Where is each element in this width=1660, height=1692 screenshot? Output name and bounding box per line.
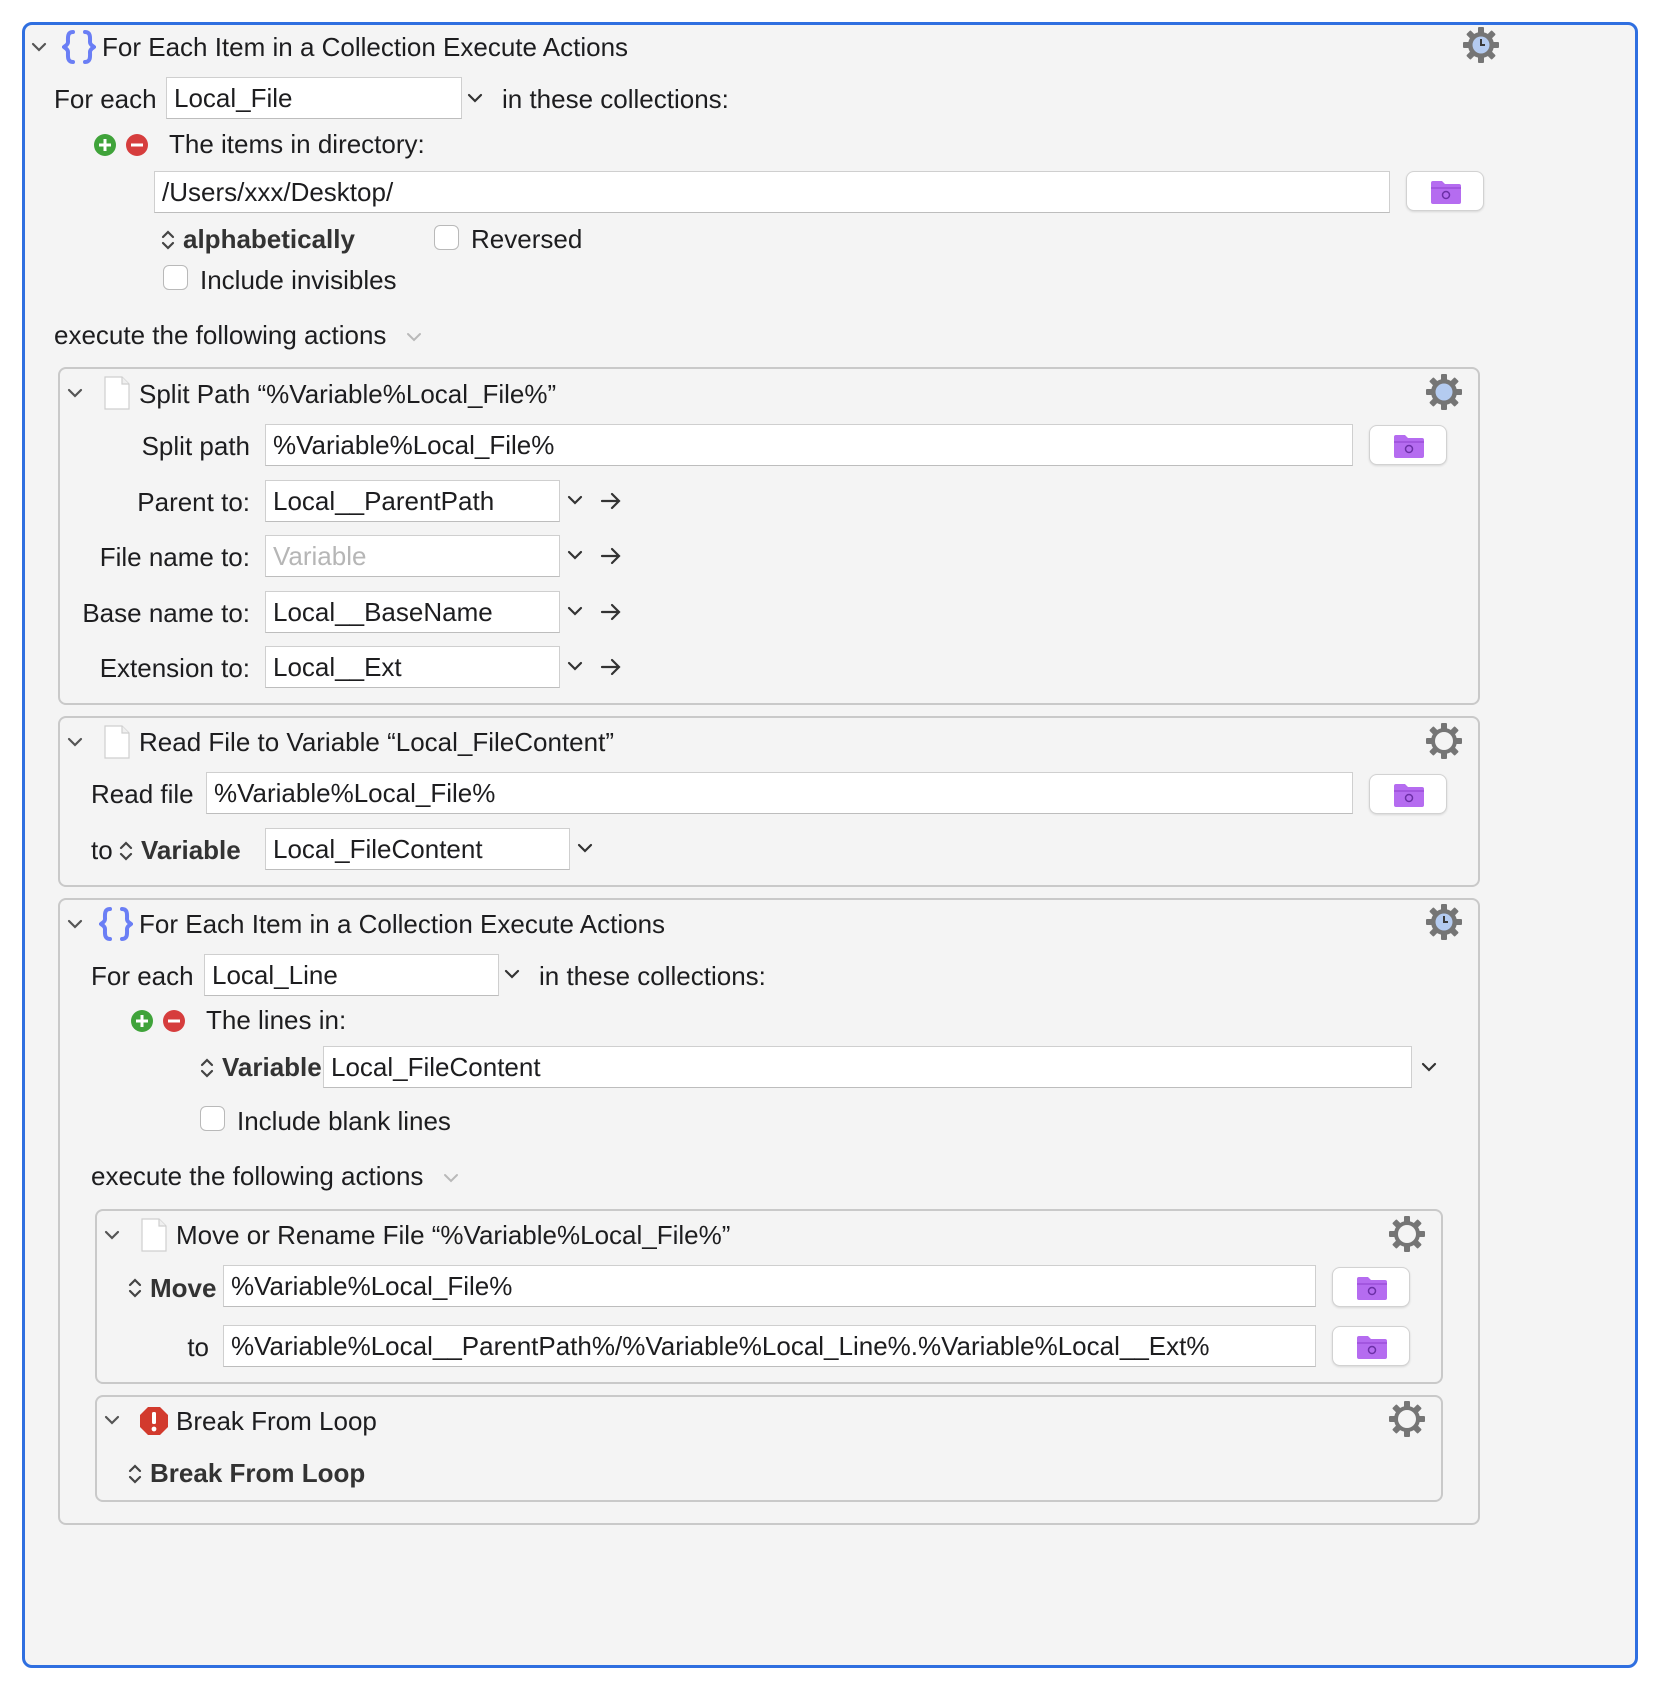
folder-button[interactable]: [1369, 425, 1447, 465]
execute-actions-label: execute the following actions: [54, 320, 387, 350]
chevron-down-icon[interactable]: [566, 659, 584, 673]
action-title: For Each Item in a Collection Execute Actions: [102, 32, 629, 62]
document-icon: [141, 1218, 167, 1252]
in-collections-label: in these collections:: [502, 84, 729, 114]
extension-label: Extension to:: [99, 653, 250, 683]
read-file-label: Read file: [91, 779, 194, 809]
for-each-label: For each: [91, 961, 194, 991]
filename-field[interactable]: Variable: [265, 535, 560, 577]
folder-button[interactable]: [1369, 774, 1447, 814]
variable-field[interactable]: Local_FileContent: [323, 1046, 1412, 1088]
folder-icon: [1430, 179, 1462, 205]
up-down-icon[interactable]: [160, 228, 176, 252]
for-each-variable-field[interactable]: Local_File: [166, 77, 462, 119]
folder-icon: [1393, 433, 1425, 459]
move-popup[interactable]: Move: [150, 1273, 217, 1303]
arrow-right-icon[interactable]: [600, 657, 622, 677]
variable-popup[interactable]: Variable: [222, 1052, 322, 1082]
arrow-right-icon[interactable]: [600, 546, 622, 566]
document-icon: [104, 725, 130, 759]
chevron-down-icon[interactable]: [66, 735, 84, 749]
to-label: to: [91, 835, 113, 865]
in-collections-label: in these collections:: [539, 961, 766, 991]
folder-button[interactable]: [1332, 1267, 1410, 1307]
up-down-icon[interactable]: [127, 1462, 143, 1486]
read-file-field[interactable]: %Variable%Local_File%: [206, 772, 1353, 814]
chevron-down-icon[interactable]: [441, 1171, 461, 1185]
up-down-icon[interactable]: [127, 1276, 143, 1300]
chevron-down-icon[interactable]: [566, 604, 584, 618]
chevron-down-icon[interactable]: [30, 40, 48, 54]
folder-button[interactable]: [1332, 1326, 1410, 1366]
chevron-down-icon[interactable]: [566, 493, 584, 507]
split-path-label: Split path: [141, 431, 250, 461]
for-each-label: For each: [54, 84, 157, 114]
loop-braces-icon: [99, 906, 133, 942]
action-title: For Each Item in a Collection Execute Actions: [139, 909, 666, 939]
execute-actions-label: execute the following actions: [91, 1161, 424, 1191]
gear-clock-icon[interactable]: [1462, 26, 1500, 64]
gear-icon[interactable]: [1388, 1400, 1426, 1438]
remove-icon[interactable]: [125, 133, 149, 157]
extension-field[interactable]: Local__Ext: [265, 646, 560, 688]
sort-popup[interactable]: alphabetically: [183, 224, 355, 254]
gear-icon[interactable]: [1425, 373, 1463, 411]
chevron-down-icon[interactable]: [103, 1228, 121, 1242]
collection-title: The lines in:: [206, 1005, 347, 1035]
error-icon: [138, 1405, 170, 1437]
remove-icon[interactable]: [162, 1009, 186, 1033]
basename-label: Base name to:: [82, 598, 250, 628]
move-source-field[interactable]: %Variable%Local_File%: [223, 1265, 1316, 1307]
reversed-checkbox[interactable]: [434, 225, 459, 250]
include-blank-lines-checkbox[interactable]: [200, 1106, 225, 1131]
filename-label: File name to:: [99, 542, 250, 572]
folder-button[interactable]: [1406, 171, 1484, 211]
action-title: Break From Loop: [176, 1406, 377, 1436]
directory-path-field[interactable]: /Users/xxx/Desktop/: [154, 171, 1390, 213]
arrow-right-icon[interactable]: [600, 602, 622, 622]
parent-field[interactable]: Local__ParentPath: [265, 480, 560, 522]
chevron-down-icon[interactable]: [466, 91, 484, 105]
basename-field[interactable]: Local__BaseName: [265, 591, 560, 633]
add-icon[interactable]: [130, 1009, 154, 1033]
chevron-down-icon[interactable]: [66, 917, 84, 931]
include-invisibles-label: Include invisibles: [200, 265, 397, 295]
chevron-down-icon[interactable]: [66, 386, 84, 400]
variable-popup[interactable]: Variable: [141, 835, 241, 865]
gear-icon[interactable]: [1425, 722, 1463, 760]
action-title: Move or Rename File “%Variable%Local_File%”: [176, 1220, 731, 1250]
up-down-icon[interactable]: [199, 1056, 215, 1080]
gear-clock-icon[interactable]: [1425, 903, 1463, 941]
folder-icon: [1393, 782, 1425, 808]
arrow-right-icon[interactable]: [600, 491, 622, 511]
reversed-label: Reversed: [471, 224, 583, 254]
move-destination-field[interactable]: %Variable%Local__ParentPath%/%Variable%Local_Line%.%Variable%Local__Ext%: [223, 1325, 1316, 1367]
split-path-field[interactable]: %Variable%Local_File%: [265, 424, 1353, 466]
chevron-down-icon[interactable]: [576, 841, 594, 855]
folder-icon: [1356, 1334, 1388, 1360]
chevron-down-icon[interactable]: [1420, 1060, 1438, 1074]
add-icon[interactable]: [93, 133, 117, 157]
document-icon: [104, 376, 130, 410]
include-invisibles-checkbox[interactable]: [163, 265, 188, 290]
include-blank-lines-label: Include blank lines: [237, 1106, 451, 1136]
folder-icon: [1356, 1275, 1388, 1301]
loop-braces-icon: [62, 29, 96, 65]
chevron-down-icon[interactable]: [566, 548, 584, 562]
parent-label: Parent to:: [137, 487, 250, 517]
chevron-down-icon[interactable]: [103, 1413, 121, 1427]
gear-icon[interactable]: [1388, 1215, 1426, 1253]
to-label: to: [187, 1332, 209, 1362]
variable-field[interactable]: Local_FileContent: [265, 828, 570, 870]
break-option-popup[interactable]: Break From Loop: [150, 1458, 366, 1488]
action-title: Split Path “%Variable%Local_File%”: [139, 379, 557, 409]
up-down-icon[interactable]: [118, 839, 134, 863]
for-each-variable-field[interactable]: Local_Line: [204, 954, 499, 996]
chevron-down-icon[interactable]: [404, 330, 424, 344]
chevron-down-icon[interactable]: [503, 967, 521, 981]
action-title: Read File to Variable “Local_FileContent”: [139, 727, 614, 757]
collection-title: The items in directory:: [169, 129, 425, 159]
